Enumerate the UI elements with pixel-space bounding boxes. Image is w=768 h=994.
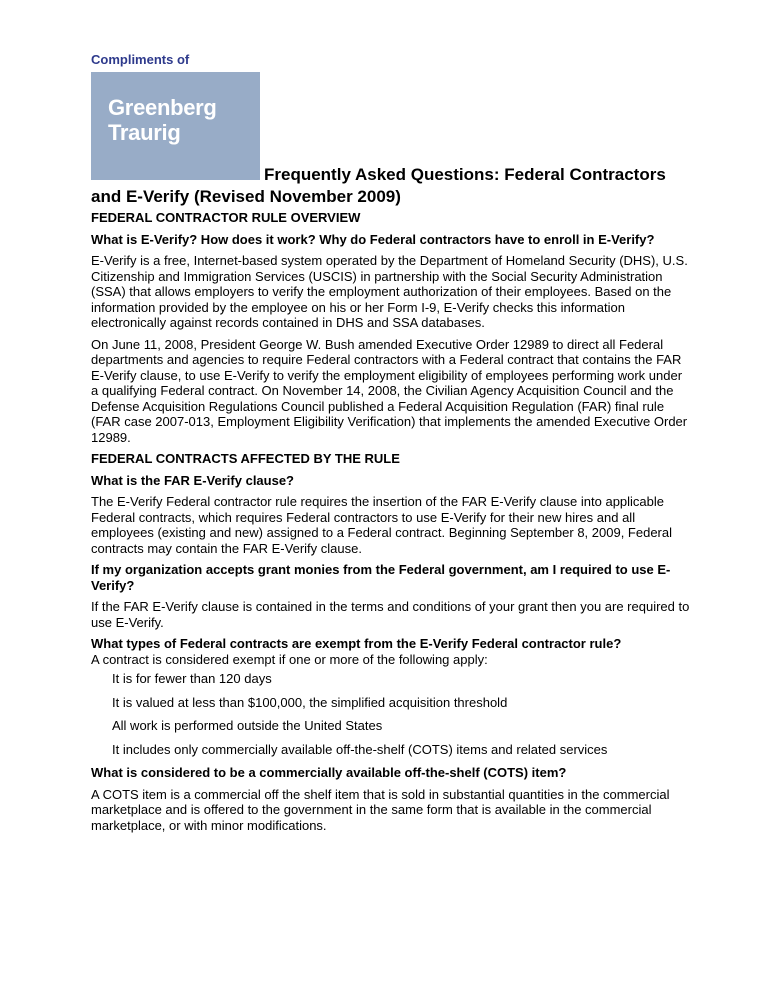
list-item: All work is performed outside the United States: [112, 718, 383, 733]
list-item: It includes only commercially available off-the-shelf (COTS) items and related services: [112, 741, 608, 757]
section-heading-contracts: FEDERAL CONTRACTS AFFECTED BY THE RULE: [91, 451, 400, 466]
answer-paragraph: If the FAR E-Verify clause is contained in the terms and conditions of your grant then you are required to use E-Verify.: [91, 599, 690, 630]
document-title: [91, 164, 691, 208]
document-body: [91, 210, 691, 839]
document-title-line-2: and E-Verify (Revised November 2009): [91, 187, 401, 206]
question-cots-item: What is considered to be a commercially available off-the-shelf (COTS) item?: [91, 765, 567, 780]
answer-paragraph: A COTS item is a commercial off the shelf item that is sold in substantial quantities in the commercial marketplace and is offered to the government in the same form that is available in the commercial marketplace, or with minor modifications.: [91, 786, 670, 833]
logo-line-1: Greenberg: [108, 95, 217, 120]
question-grant-monies: If my organization accepts grant monies from the Federal government, am I required to use E-Verify?: [91, 562, 671, 593]
question-what-is-everify: What is E-Verify? How does it work? Why do Federal contractors have to enroll in E-Verify?: [91, 231, 655, 247]
question-exempt-contracts: What types of Federal contracts are exempt from the E-Verify Federal contractor rule?: [91, 636, 622, 651]
answer-paragraph: E-Verify is a free, Internet-based system operated by the Department of Homeland Security (DHS), U.S. Citizenship and Immigration Services (USCIS) in partnership with the Social Security Administration (SSA) that allows employers to verify the employment authorization of their employees. Based on the information provided by the employee on his or her Form I-9, E-Verify checks this information electronically against records contained in DHS and SSA databases.: [91, 253, 688, 330]
logo-line-2: Traurig: [108, 120, 181, 145]
document-title-line-1: Frequently Asked Questions: Federal Contractors: [264, 165, 666, 184]
answer-paragraph: A contract is considered exempt if one or more of the following apply:: [91, 651, 488, 667]
answer-paragraph: On June 11, 2008, President George W. Bush amended Executive Order 12989 to direct all Federal departments and agencies to require Federal contractors with a Federal contract that contains the FAR E-Verify clause, to use E-Verify to verify the employment eligibility of employees performing work under a qualifying Federal contract. On November 14, 2008, the Civilian Agency Acquisition Council and the Defense Acquisition Regulations Council published a Federal Acquisition Regulation (FAR) final rule (FAR case 2007-013, Employment Eligibility Verification) that implements the amended Executive Order 12989.: [91, 336, 688, 445]
compliments-label: Compliments of: [91, 52, 190, 67]
section-heading-overview: FEDERAL CONTRACTOR RULE OVERVIEW: [91, 210, 361, 225]
question-far-clause: What is the FAR E-Verify clause?: [91, 472, 294, 488]
list-item: It is for fewer than 120 days: [112, 671, 272, 686]
logo-wordmark: [108, 95, 217, 145]
exemption-list: [91, 671, 691, 757]
answer-paragraph: The E-Verify Federal contractor rule requires the insertion of the FAR E-Verify clause into applicable Federal contracts, which requires Federal contractors to use E-Verify for their new hires and all employees (existing and new) assigned to a Federal contract. Beginning September 8, 2009, Federal contracts may contain the FAR E-Verify clause.: [91, 494, 673, 556]
list-item: It is valued at less than $100,000, the simplified acquisition threshold: [112, 694, 508, 710]
